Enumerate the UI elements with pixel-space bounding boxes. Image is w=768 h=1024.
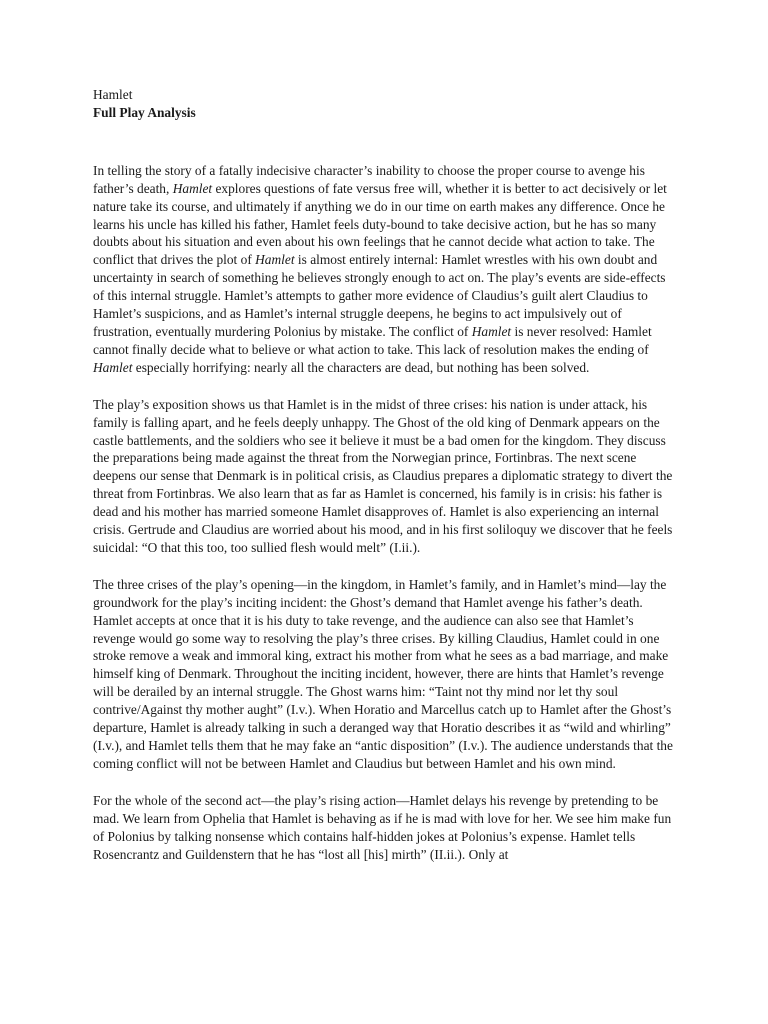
body-paragraph bbox=[93, 576, 677, 773]
text-run: is never resolved: Hamlet cannot finally decide what to believe or what action to take. This lack of resolution makes the ending of bbox=[93, 323, 652, 357]
text-run: is almost entirely internal: Hamlet wrestles with his own doubt and uncertainty in search of something he believes strongly enough to act on. The play’s events are side-effects of this internal struggle. Hamlet’s attempts to gather more evidence of Claudius’s guilt alert Claudius to Hamlet’s suspicions, and as Hamlet’s internal struggle deepens, he begins to act impulsively out of frustration, eventually murdering Polonius by mistake. The conflict of bbox=[93, 252, 666, 339]
text-run: In telling the story of a fatally indecisive character’s inability to choose the proper course to avenge his father’s death, bbox=[93, 162, 645, 196]
italic-text: Hamlet bbox=[255, 252, 295, 268]
header-spacer bbox=[93, 122, 677, 162]
document-page bbox=[93, 86, 677, 882]
text-run: especially horrifying: nearly all the characters are dead, but nothing has been solved. bbox=[132, 359, 590, 375]
text-run: explores questions of fate versus free will, whether it is better to act decisively or let nature take its course, and ultimately if anything we do in our time on earth makes any difference. Once he learns his uncle has killed his father, Hamlet feels duty-bound to take decisive action, but he has so many doubts about his situation and even about his own feelings that he cannot decide what action to take. The conflict that drives the plot of bbox=[93, 180, 667, 268]
document-body bbox=[93, 162, 677, 864]
body-paragraph bbox=[93, 396, 677, 557]
body-paragraph bbox=[93, 162, 677, 377]
document-title: Hamlet bbox=[93, 87, 133, 102]
text-run: The play’s exposition shows us that Hamlet is in the midst of three crises: his nation is under attack, his family is falling apart, and he feels deeply unhappy. The Ghost of the old king of Denmark appears on the castle battlements, and the soldiers who see it believe it must be a bad omen for the kingdom. They discuss the preparations being made against the threat from the Norwegian prince, Fortinbras. The next scene deepens our sense that Denmark is in political crisis, as Claudius prepares a diplomatic strategy to divert the threat from Fortinbras. We also learn that as far as Hamlet is concerned, his family is in crisis: his father is dead and his mother has married someone Hamlet disapproves of. Hamlet is also experiencing an internal crisis. Gertrude and Claudius are worried about his mood, and in his first soliloquy we discover that he feels suicidal: “O that this too, too sullied flesh would melt” (I.ii.). bbox=[93, 396, 673, 555]
text-run: For the whole of the second act—the play’s rising action—Hamlet delays his revenge by pretending to be mad. We learn from Ophelia that Hamlet is behaving as if he is mad with love for her. We see him make fun of Polonius by talking nonsense which contains half-hidden jokes at Polonius’s expense. Hamlet tells Rosencrantz and Guildenstern that he has “lost all [his] mirth” (II.ii.). Only at bbox=[93, 792, 672, 862]
text-run: The three crises of the play’s opening—in the kingdom, in Hamlet’s family, and in Hamlet’s mind—lay the groundwork for the play’s inciting incident: the Ghost’s demand that Hamlet avenge his father’s death. Hamlet accepts at once that it is his duty to take revenge, and the audience can also see that Hamlet’s revenge would go some way to resolving the play’s three crises. By killing Claudius, Hamlet could in one stroke remove a weak and immoral king, extract his mother from what he sees as a bad marriage, and make himself king of Denmark. Throughout the inciting incident, however, there are hints that Hamlet’s revenge will be derailed by an internal struggle. The Ghost warns him: “Taint not thy mind nor let thy soul contrive/Against thy mother aught” (I.v.). When Horatio and Marcellus catch up to Hamlet after the Ghost’s departure, Hamlet is already talking in such a deranged way that Horatio describes it as “wild and whirling” (I.v.), and Hamlet tells them that he may fake an “antic disposition” (I.v.). The audience understands that the coming conflict will not be between Hamlet and Claudius but between Hamlet and his own mind. bbox=[93, 576, 673, 771]
body-paragraph bbox=[93, 792, 677, 864]
italic-text: Hamlet bbox=[172, 180, 213, 196]
italic-text: Hamlet bbox=[93, 359, 133, 375]
document-subtitle: Full Play Analysis bbox=[93, 104, 196, 120]
italic-text: Hamlet bbox=[471, 323, 512, 339]
